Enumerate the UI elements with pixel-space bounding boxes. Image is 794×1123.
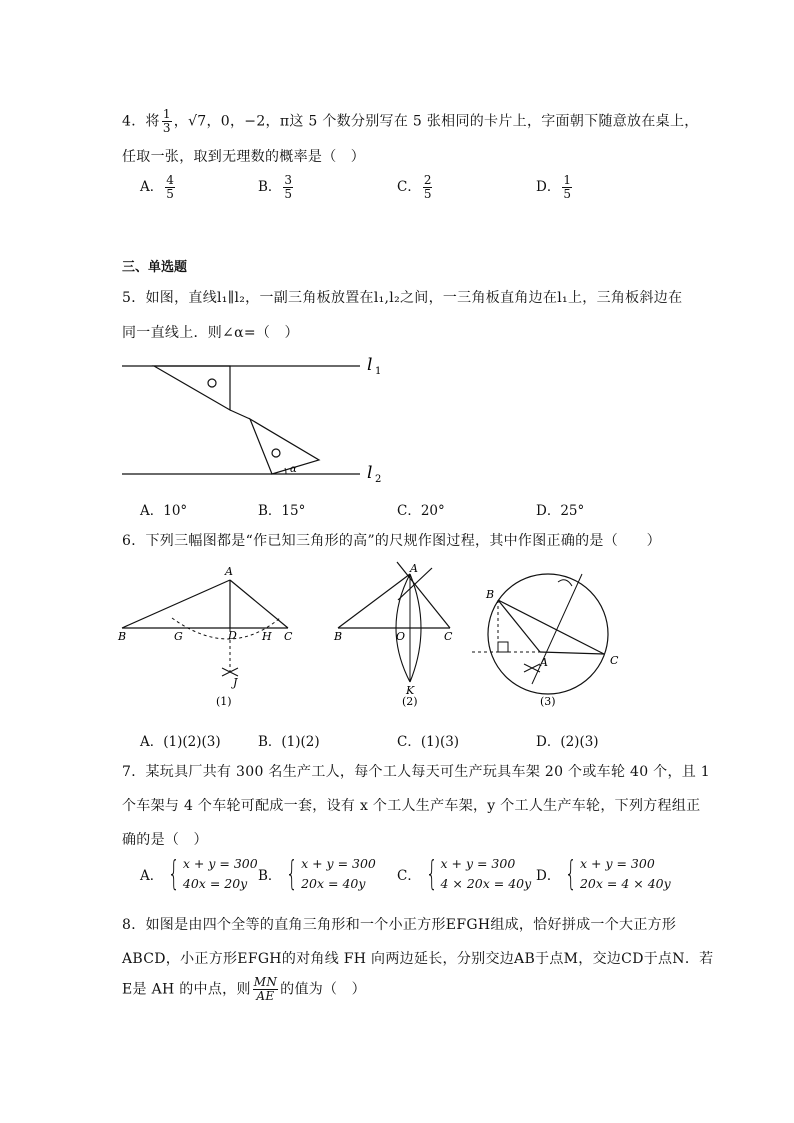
fig1-label-g: G [174,630,183,643]
q4-b-num: 3 [284,173,293,187]
q4-mid: ，√7，0，−2，π这 5 个数分别写在 5 张相同的卡片上，字面朝下随意放在桌上， [173,113,699,130]
l1-sub: 1 [375,366,382,377]
q7-option-c-label: C． [397,868,421,884]
q7-b-eq1: x + y = 300 [301,856,376,871]
q6-line1: 6．下列三幅图都是“作已知三角形的高”的尺规作图过程，其中作图正确的是（ ） [122,533,661,549]
q4-option-c-label: C． [397,179,421,195]
q5-option-c: C．20° [397,503,445,519]
q7-c-eq1: x + y = 300 [440,856,516,871]
brace-icon: { [565,854,578,894]
q8-line3 [122,976,366,1003]
q7-option-b-system [258,854,376,894]
q4-line2: 任取一张，取到无理数的概率是（ ） [122,149,366,165]
q7-a-eqs [183,854,258,894]
q4-option-c-frac [423,174,433,201]
q6-option-d: D．(2)(3) [536,734,599,750]
q7-option-a-label: A． [140,868,164,884]
alpha-label: α [290,464,297,475]
q7-c-eq2: 4 × 20x = 40y [440,876,532,891]
fig3-right-angle-icon [498,642,508,652]
q7-c-eqs [440,854,531,894]
q5-line2: 同一直线上．则∠α=（ ） [122,325,299,341]
fig2-caption: (2) [402,695,418,708]
q4-option-a [140,174,177,201]
q8-line3-pre: E是 AH 的中点，则 [122,981,251,998]
fig2-label-a: A [410,562,418,575]
q7-option-d-system [536,854,671,894]
q4-option-a-frac [165,174,175,201]
q7-option-d-label: D． [536,868,561,884]
angle-alpha-arc [285,468,286,474]
q8-line2: ABCD，小正方形EFGH的对角线 FH 向两边延长，分别交边AB于点M，交边CD于点N．若 [122,951,714,967]
q6-fig3 [472,574,619,708]
fig1-label-b: B [118,630,127,643]
q4-option-d [536,174,574,201]
q5-option-a: A．10° [140,503,188,519]
fig3-arc-top [558,580,572,586]
q4-d-num: 1 [563,173,571,187]
q8-frac-num: MN [253,975,278,989]
q7-option-b [258,854,376,894]
q7-b-eqs [301,854,376,894]
q7-b-eq2: 20x = 40y [301,876,366,891]
brace-icon: { [286,854,299,894]
l2-sub: 2 [375,474,382,485]
hypotenuse-link [230,410,250,419]
fig3-cross-icon [524,664,540,672]
q6-fig2 [333,562,453,708]
q4-option-d-frac [562,174,572,201]
q4-b-den: 5 [284,187,293,201]
set-square-1 [154,366,230,410]
fig3-bc [498,600,604,654]
q8-line3-post: 的值为（ ） [280,981,366,998]
brace-icon: { [168,854,181,894]
q4-a-num: 4 [166,173,174,187]
q4-frac-den: 3 [162,121,171,135]
fig1-label-d: D [228,629,237,642]
l1-label: l [367,355,373,375]
fig1-label-a: A [225,565,233,578]
q7-d-eq1: x + y = 300 [579,856,655,871]
q8-frac-den: AE [256,989,275,1003]
q4-c-num: 2 [423,173,432,187]
q5-figure [110,350,400,490]
fig3-circle [488,574,608,694]
fig1-caption: (1) [216,695,232,708]
q4-option-b-frac [283,174,293,201]
q7-line3: 确的是（ ） [122,832,208,848]
q4-d-den: 5 [563,187,571,201]
q4-fraction [162,108,172,135]
q8-fraction [253,976,278,1003]
q8-line1: 8．如图是由四个全等的直角三角形和一个小正方形EFGH组成，恰好拼成一个大正方形 [122,917,677,933]
fig3-ac [540,652,604,654]
fig1-cross-icon [222,668,238,676]
q6-option-a: A．(1)(2)(3) [140,734,221,750]
set-square-2 [250,419,319,474]
q4-c-den: 5 [423,187,432,201]
hole-2-icon [272,449,280,457]
l2-label: l [367,463,373,483]
q7-option-c [397,854,531,894]
fig3-ba [498,600,540,652]
q7-option-a [140,854,258,894]
q4-a-den: 5 [166,187,174,201]
section-title: 三、单选题 [122,260,188,275]
q4-number: 4． [122,113,146,130]
fig2-ac-ext [397,562,450,628]
q6-fig1 [117,565,293,708]
fig2-label-c: C [444,630,453,643]
fig2-label-k: K [406,684,415,697]
q4-frac-num: 1 [162,107,171,121]
q7-line1: 7．某玩具厂共有 300 名生产工人，每个工人每天可生产玩具车架 20 个或车轮 40 个，且 1 [122,764,711,780]
q6-option-c: C．(1)(3) [397,734,460,750]
fig1-ab [122,580,230,628]
q4-option-c [397,174,434,201]
q7-line2: 个车架与 4 个车轮可配成一套，设有 x 个工人生产车架，y 个工人生产车轮，下列方程组正 [122,798,701,814]
fig1-label-c: C [284,630,293,643]
fig1-ac [230,580,288,628]
fig3-label-a: A [540,656,548,669]
brace-icon: { [425,854,438,894]
fig3-label-c: C [610,654,619,667]
q4-option-d-label: D． [536,179,561,195]
q4-line1 [122,108,699,135]
fig2-label-b: B [334,630,343,643]
fig3-label-b: B [486,588,495,601]
q4-option-b-label: B． [258,179,282,195]
q6-figures [112,560,652,710]
q7-d-eq2: 20x = 4 × 40y [579,876,671,891]
q7-a-eq1: x + y = 300 [182,856,258,871]
q7-option-a-system [140,854,258,894]
q5-option-b: B．15° [258,503,306,519]
hole-1-icon [208,379,216,387]
fig1-label-h: H [262,630,272,643]
q7-a-eq2: 40x = 20y [182,876,248,891]
q4-option-b [258,174,295,201]
q4-option-a-label: A． [140,179,164,195]
q7-d-eqs [580,854,671,894]
q5-option-d: D．25° [536,503,585,519]
fig2-label-o: O [396,630,406,643]
q4-pre: 将 [145,113,160,130]
q7-option-c-system [397,854,531,894]
q6-option-b: B．(1)(2) [258,734,320,750]
fig3-caption: (3) [540,695,556,708]
fig1-label-j: J [233,676,238,689]
q7-option-b-label: B． [258,868,282,884]
q7-option-d [536,854,671,894]
q5-line1: 5．如图，直线l₁∥l₂，一副三角板放置在l₁,l₂之间，一三角板直角边在l₁上，三角板斜边在 [122,290,683,306]
